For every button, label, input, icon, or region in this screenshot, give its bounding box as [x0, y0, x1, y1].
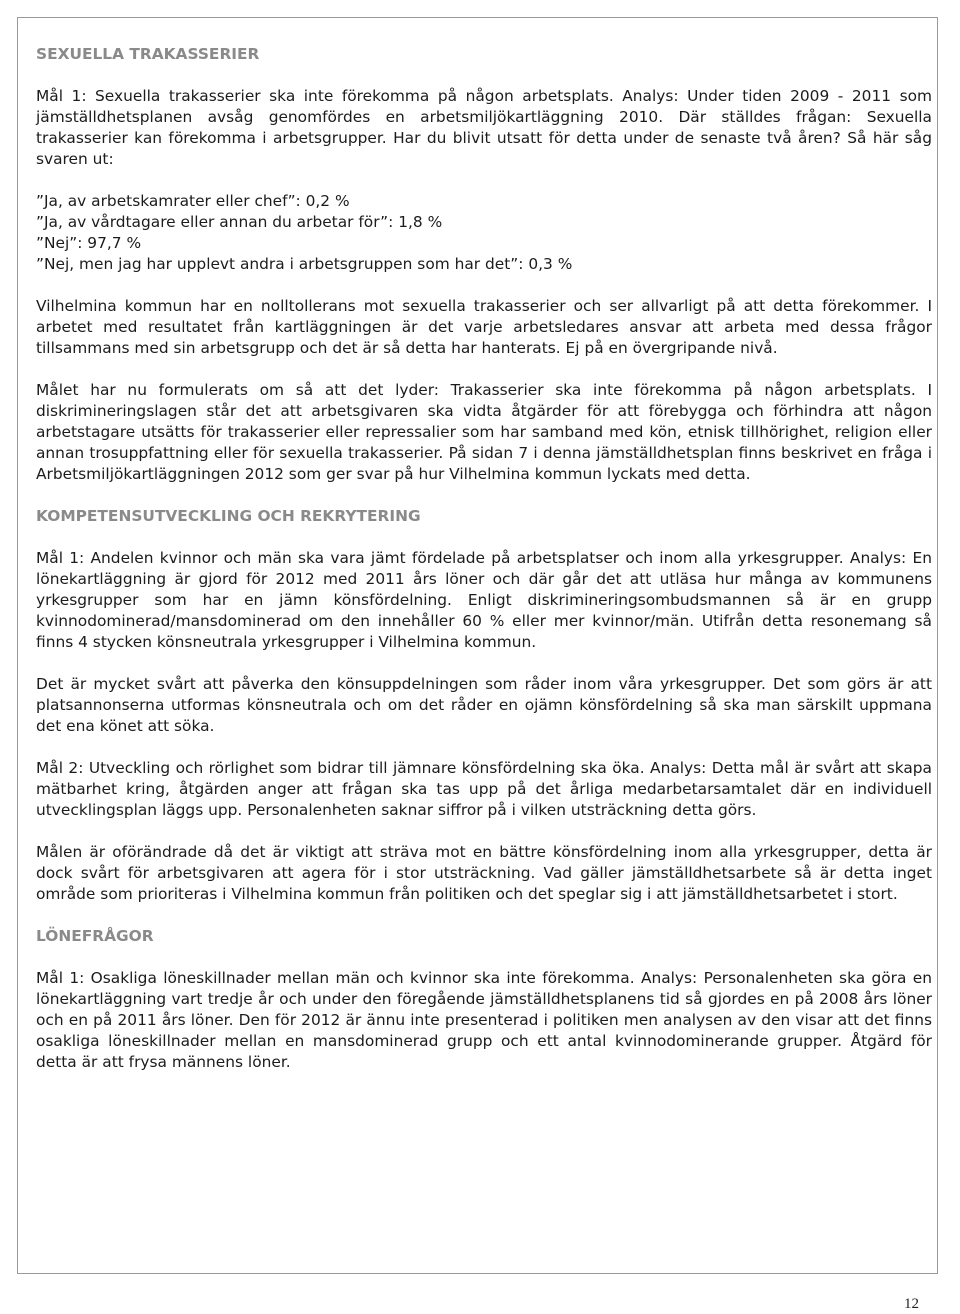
page-number: 12	[904, 1296, 919, 1312]
survey-answer: ”Ja, av vårdtagare eller annan du arbetar för”: 1,8 %	[36, 213, 443, 231]
section-heading-lonefragor: LÖNEFRÅGOR	[36, 927, 154, 945]
survey-answer: ”Nej, men jag har upplevt andra i arbetsgruppen som har det”: 0,3 %	[36, 255, 573, 273]
paragraph: Vilhelmina kommun har en nolltollerans mot sexuella trakasserier och ser allvarligt på att detta förekommer. I arbetet med resultatet från kartläggningen är det varje arbetsledares ansvar att arbeta med dessa frågor tillsammans med sin arbetsgrupp och det är så detta har hanterats. Ej på en övergripande nivå.	[36, 297, 932, 357]
paragraph: Målet har nu formulerats om så att det lyder: Trakasserier ska inte förekomma på någon arbetsplats. I diskrimineringslagen står det att arbetsgivaren ska vidta åtgärder för att förebygga och förhindra att någon arbetstagare utsätts för trakasserier eller repressalier som har samband med kön, etnisk tillhörighet, religion eller annan trosuppfattning eller för sexuella trakasserier. På sidan 7 i denna jämställdhetsplan finns beskrivet en fråga i Arbetsmiljökartläggningen 2012 som ger svar på hur Vilhelmina kommun lyckats med detta.	[36, 381, 932, 483]
section-heading-sexuella-trakasserier: SEXUELLA TRAKASSERIER	[36, 45, 260, 63]
paragraph: Mål 1: Osakliga löneskillnader mellan män och kvinnor ska inte förekomma. Analys: Personalenheten ska göra en lönekartläggning vart tredje år och under den föregående jämställdhetsplanens tid så gjordes en på 2008 års löner och en på 2011 års löner. Den för 2012 är ännu inte presenterad i politiken men analysen av den visar att det finns osakliga löneskillnader mellan en mansdominerad grupp och ett antal kvinnodominerande grupper. Åtgärd för detta är att frysa männens löner.	[36, 969, 932, 1071]
paragraph: Målen är oförändrade då det är viktigt att sträva mot en bättre könsfördelning inom alla yrkesgrupper, detta är dock svårt för arbetsgivaren att agera för i stor utsträckning. Vad gäller jämställdhetsarbete så är detta inget område som prioriteras i Vilhelmina kommun från politiken och det speglar sig i att jämställdhetsarbetet i stort.	[36, 843, 932, 903]
paragraph: Mål 2: Utveckling och rörlighet som bidrar till jämnare könsfördelning ska öka. Analys: Detta mål är svårt att skapa mätbarhet kring, åtgärden anger att frågan ska tas upp på det årliga medarbetarsamtalet där en individuell utvecklingsplan läggs upp. Personalenheten saknar siffror på i vilken utsträckning detta görs.	[36, 759, 932, 819]
section-heading-kompetensutveckling: KOMPETENSUTVECKLING OCH REKRYTERING	[36, 507, 421, 525]
survey-answer: ”Ja, av arbetskamrater eller chef”: 0,2 %	[36, 192, 350, 210]
paragraph: Mål 1: Sexuella trakasserier ska inte förekomma på någon arbetsplats. Analys: Under tiden 2009 - 2011 som jämställdhetsplanen avsåg genomfördes en arbetsmiljökartläggning 2010. Där ställdes frågan: Sexuella trakasserier kan förekomma i arbetsgrupper. Har du blivit utsatt för detta under de senaste två åren? Så här såg svaren ut:	[36, 87, 932, 168]
paragraph: Det är mycket svårt att påverka den könsuppdelningen som råder inom våra yrkesgrupper. Det som görs är att platsannonserna utformas könsneutrala och om det råder en ojämn könsfördelning så ska man särskilt uppmana det ena könet att söka.	[36, 675, 932, 735]
document-body	[36, 44, 932, 1073]
paragraph: Mål 1: Andelen kvinnor och män ska vara jämt fördelade på arbetsplatser och inom alla yrkesgrupper. Analys: En lönekartläggning är gjord för 2012 med 2011 års löner och där går det att utläsa hur många av kommunens yrkesgrupper som har en jämn könsfördelning. Enligt diskrimineringsombudsmannen så är en grupp kvinnodominerad/mansdominerad om den innehåller 60 % eller mer kvinnor/män. Utifrån detta resonemang så finns 4 stycken könsneutrala yrkesgrupper i Vilhelmina kommun.	[36, 549, 932, 651]
survey-answer: ”Nej”: 97,7 %	[36, 234, 142, 252]
